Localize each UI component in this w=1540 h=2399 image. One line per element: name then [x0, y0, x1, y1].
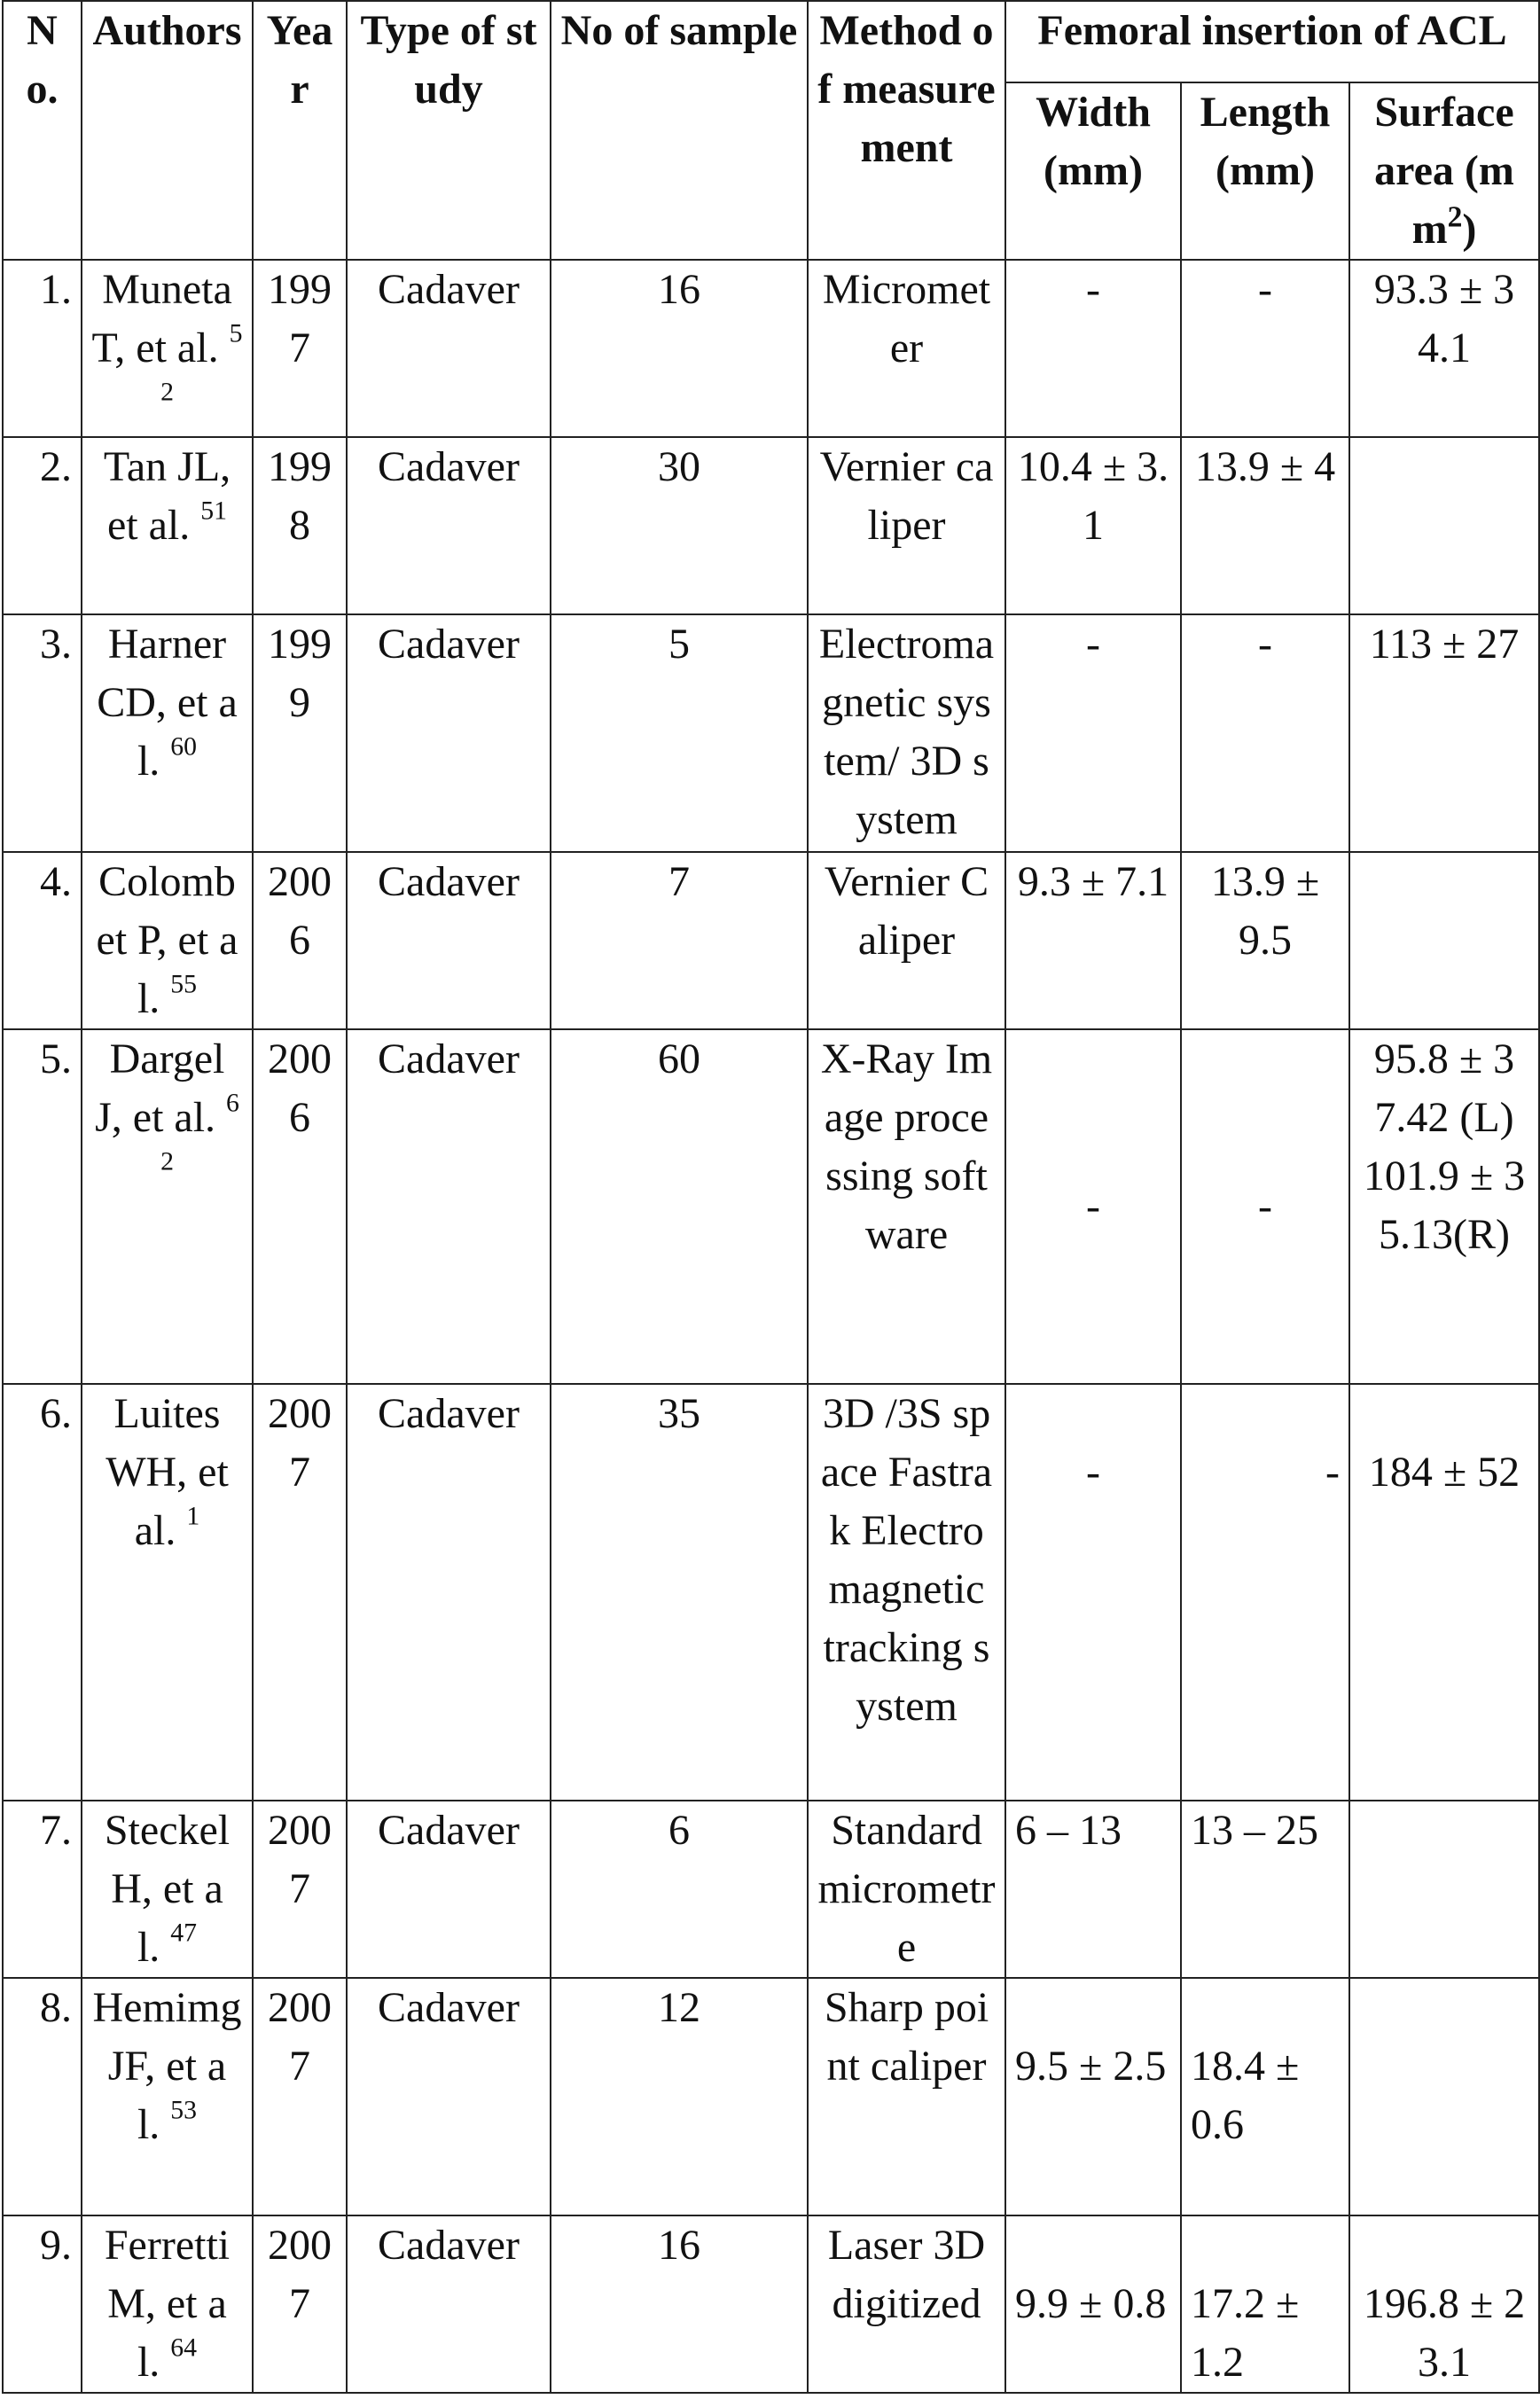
cell-method: 3D /3S space Fastrak Electromagnetic tracking system [808, 1384, 1005, 1801]
cell-length: - [1181, 260, 1349, 437]
cell-method: Electromagnetic system/ 3D system [808, 614, 1005, 852]
header-surface-area-close: ) [1462, 206, 1477, 253]
cell-author [82, 2215, 253, 2393]
table-row [3, 1978, 1539, 2215]
acl-femoral-insertion-table [2, 0, 1540, 2394]
header-method: Method of measurement [808, 1, 1005, 260]
cell-year: 2007 [253, 2215, 347, 2393]
header-surface-area-exponent: 2 [1447, 200, 1463, 234]
cell-no: 5. [3, 1029, 82, 1384]
header-width: Width (mm) [1005, 82, 1181, 260]
cell-surface-area: 93.3 ± 34.1 [1349, 260, 1539, 437]
cell-year: 1999 [253, 614, 347, 852]
cell-surface-area [1349, 852, 1539, 1029]
cell-length: 13.9 ± 4 [1181, 437, 1349, 614]
cell-width: - [1005, 614, 1181, 852]
cell-type-of-study: Cadaver [347, 852, 551, 1029]
header-no: No. [3, 1, 82, 260]
cell-sample-count: 30 [551, 437, 808, 614]
cell-sample-count: 16 [551, 260, 808, 437]
table-header [3, 1, 1539, 260]
table-body [3, 260, 1539, 2393]
reference-number: 53 [170, 2095, 198, 2125]
cell-surface-area: 196.8 ± 23.1 [1349, 2215, 1539, 2393]
header-authors: Authors [82, 1, 253, 260]
cell-width: 6 – 13 [1005, 1801, 1181, 1978]
cell-sample-count: 35 [551, 1384, 808, 1801]
cell-author [82, 437, 253, 614]
cell-no: 9. [3, 2215, 82, 2393]
cell-author [82, 852, 253, 1029]
cell-year: 2007 [253, 1978, 347, 2215]
cell-author [82, 1978, 253, 2215]
cell-sample-count: 5 [551, 614, 808, 852]
table-row [3, 1384, 1539, 1801]
table-row [3, 437, 1539, 614]
cell-sample-count: 16 [551, 2215, 808, 2393]
cell-type-of-study: Cadaver [347, 260, 551, 437]
author-name: Harner CD, et al. [97, 621, 238, 785]
cell-method: Micrometer [808, 260, 1005, 437]
cell-method: X-Ray Image processing software [808, 1029, 1005, 1384]
cell-no: 3. [3, 614, 82, 852]
reference-number: 1 [186, 1501, 200, 1531]
cell-width: - [1005, 1384, 1181, 1801]
cell-no: 8. [3, 1978, 82, 2215]
cell-method: Vernier caliper [808, 437, 1005, 614]
cell-surface-area [1349, 1801, 1539, 1978]
table-row [3, 852, 1539, 1029]
table-row [3, 614, 1539, 852]
author-name: Muneta T, et al. [91, 266, 232, 371]
cell-no: 2. [3, 437, 82, 614]
author-name: Luites WH, et al. [106, 1390, 229, 1554]
author-name: Hemimg JF, et al. [92, 1984, 242, 2148]
cell-type-of-study: Cadaver [347, 1801, 551, 1978]
header-length: Length (mm) [1181, 82, 1349, 260]
header-year: Year [253, 1, 347, 260]
cell-no: 1. [3, 260, 82, 437]
cell-surface-area: 184 ± 52 [1349, 1384, 1539, 1801]
cell-length: 17.2 ± 1.2 [1181, 2215, 1349, 2393]
reference-number: 55 [170, 969, 198, 999]
cell-year: 2006 [253, 1029, 347, 1384]
cell-type-of-study: Cadaver [347, 1029, 551, 1384]
cell-sample-count: 60 [551, 1029, 808, 1384]
cell-type-of-study: Cadaver [347, 614, 551, 852]
cell-length: 13 – 25 [1181, 1801, 1349, 1978]
cell-surface-area: 95.8 ± 37.42 (L) 101.9 ± 35.13(R) [1349, 1029, 1539, 1384]
cell-length: - [1181, 614, 1349, 852]
cell-length: 13.9 ± 9.5 [1181, 852, 1349, 1029]
cell-author [82, 1801, 253, 1978]
cell-surface-area: 113 ± 27 [1349, 614, 1539, 852]
cell-author [82, 1384, 253, 1801]
cell-year: 1997 [253, 260, 347, 437]
table-row [3, 260, 1539, 437]
cell-type-of-study: Cadaver [347, 1978, 551, 2215]
cell-width: 10.4 ± 3.1 [1005, 437, 1181, 614]
table-row [3, 1801, 1539, 1978]
cell-length: - [1181, 1029, 1349, 1384]
cell-type-of-study: Cadaver [347, 437, 551, 614]
reference-number: 47 [170, 1918, 198, 1948]
header-surface-area [1349, 82, 1539, 260]
cell-author [82, 1029, 253, 1384]
cell-sample-count: 12 [551, 1978, 808, 2215]
cell-width: 9.3 ± 7.1 [1005, 852, 1181, 1029]
reference-number: 51 [200, 496, 228, 526]
cell-surface-area [1349, 437, 1539, 614]
table-row [3, 1029, 1539, 1384]
author-name: Tan JL, et al. [103, 443, 231, 549]
header-femoral-insertion-group: Femoral insertion of ACL [1005, 1, 1539, 82]
header-surface-area-label: Surface area (mm [1374, 89, 1514, 253]
cell-width: - [1005, 260, 1181, 437]
cell-length: 18.4 ± 0.6 [1181, 1978, 1349, 2215]
author-name: Dargel J, et al. [95, 1035, 225, 1141]
cell-no: 6. [3, 1384, 82, 1801]
cell-sample-count: 6 [551, 1801, 808, 1978]
cell-width: 9.5 ± 2.5 [1005, 1978, 1181, 2215]
cell-surface-area [1349, 1978, 1539, 2215]
reference-number: 52 [160, 318, 243, 407]
reference-number: 62 [160, 1088, 239, 1176]
cell-author [82, 260, 253, 437]
cell-length: - [1181, 1384, 1349, 1801]
cell-year: 1998 [253, 437, 347, 614]
cell-type-of-study: Cadaver [347, 1384, 551, 1801]
cell-type-of-study: Cadaver [347, 2215, 551, 2393]
cell-no: 7. [3, 1801, 82, 1978]
cell-method: Laser 3D digitized [808, 2215, 1005, 2393]
reference-number: 60 [170, 731, 198, 762]
header-type-of-study: Type of study [347, 1, 551, 260]
cell-method: Standard micrometre [808, 1801, 1005, 1978]
cell-sample-count: 7 [551, 852, 808, 1029]
author-name: Colombet P, et al. [96, 858, 238, 1022]
cell-no: 4. [3, 852, 82, 1029]
header-no-of-sample: No of sample [551, 1, 808, 260]
table-row [3, 2215, 1539, 2393]
cell-method: Sharp point caliper [808, 1978, 1005, 2215]
reference-number: 64 [170, 2333, 198, 2363]
cell-author [82, 614, 253, 852]
cell-year: 2007 [253, 1801, 347, 1978]
cell-width: 9.9 ± 0.8 [1005, 2215, 1181, 2393]
cell-method: Vernier Caliper [808, 852, 1005, 1029]
cell-width: - [1005, 1029, 1181, 1384]
author-name: Steckel H, et al. [104, 1807, 231, 1971]
author-name: Ferretti M, et al. [104, 2222, 231, 2386]
cell-year: 2006 [253, 852, 347, 1029]
cell-year: 2007 [253, 1384, 347, 1801]
